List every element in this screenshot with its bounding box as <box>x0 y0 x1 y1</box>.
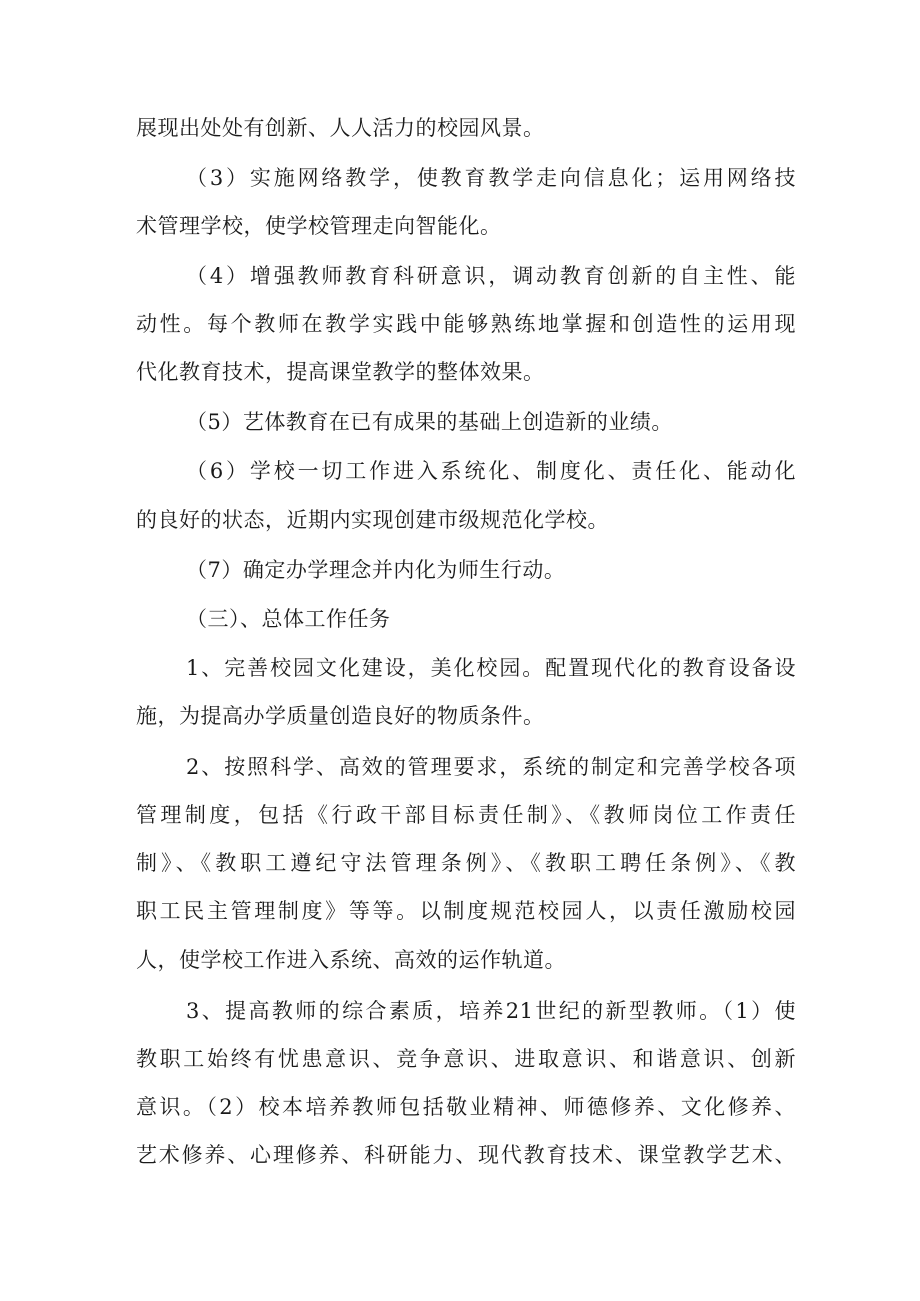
text-line: 意识。（2）校本培养教师包括敬业精神、师德修养、文化修养、 <box>136 1095 796 1119</box>
text-line: 1、完善校园文化建设，美化校园。配置现代化的教育设备设 <box>186 656 796 680</box>
text-line: （4）增强教师教育科研意识，调动教育创新的自主性、能 <box>186 264 796 288</box>
text-line: 施，为提高办学质量创造良好的物质条件。 <box>136 704 545 728</box>
text-line: 教职工始终有忧患意识、竞争意识、进取意识、和谐意识、创新 <box>136 1047 796 1071</box>
text-line: （7）确定办学理念并内化为师生行动。 <box>186 558 566 582</box>
section-heading: （三）、总体工作任务 <box>186 607 391 631</box>
text-line: 展现出处处有创新、人人活力的校园风景。 <box>136 116 545 140</box>
text-line: 术管理学校，使学校管理走向智能化。 <box>136 214 502 238</box>
text-line: 的良好的状态，近期内实现创建市级规范化学校。 <box>136 508 609 532</box>
text-line: （6）学校一切工作进入系统化、制度化、责任化、能动化 <box>186 459 796 483</box>
text-line: 制》、《教职工遵纪守法管理条例》、《教职工聘任条例》、《教 <box>136 851 796 875</box>
text-line: 艺术修养、心理修养、科研能力、现代教育技术、课堂教学艺术、 <box>136 1143 796 1167</box>
text-line: 3、提高教师的综合素质，培养21世纪的新型教师。（1）使 <box>186 999 796 1023</box>
text-line: 2、按照科学、高效的管理要求，系统的制定和完善学校各项 <box>186 755 796 779</box>
text-line: 动性。每个教师在教学实践中能够熟练地掌握和创造性的运用现 <box>136 312 796 336</box>
text-line: 管理制度，包括《行政干部目标责任制》、《教师岗位工作责任 <box>136 803 796 827</box>
text-line: 人，使学校工作进入系统、高效的运作轨道。 <box>136 948 566 972</box>
text-line: 代化教育技术，提高课堂教学的整体效果。 <box>136 360 545 384</box>
text-line: 职工民主管理制度》等等。以制度规范校园人，以责任激励校园 <box>136 899 796 923</box>
text-line: （3）实施网络教学，使教育教学走向信息化；运用网络技 <box>186 166 796 190</box>
text-line: （5）艺体教育在已有成果的基础上创造新的业绩。 <box>186 410 673 434</box>
